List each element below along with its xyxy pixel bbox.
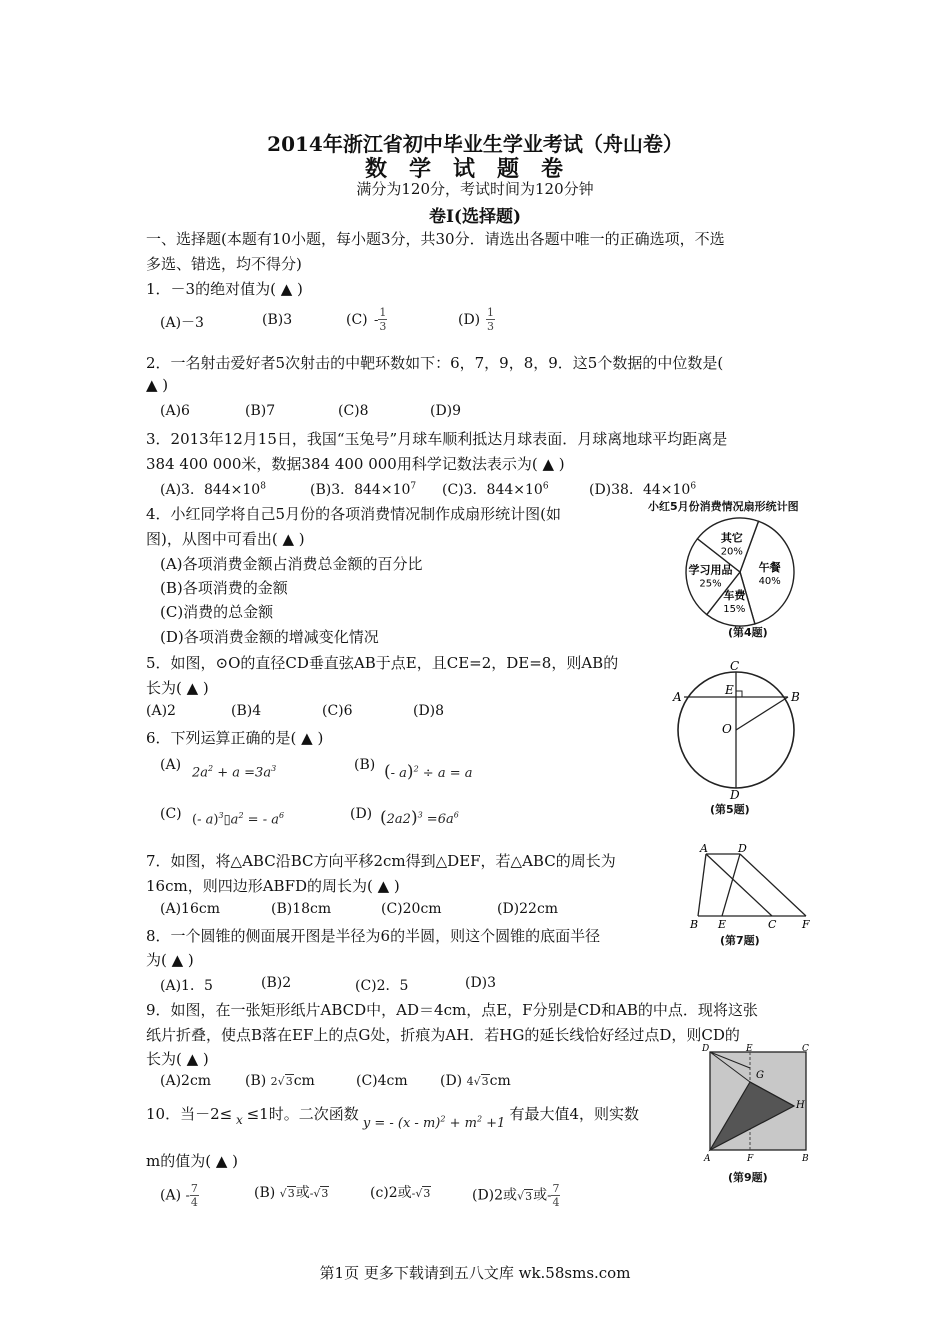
q3-stem-line-2: 384 400 000米，数据384 400 000用科学记数法表示为( ▲ ) <box>146 455 565 473</box>
q6-option-c: (C) <box>160 806 182 822</box>
q4-option-d: (D)各项消费金额的增减变化情况 <box>160 628 379 646</box>
q4-figure <box>640 496 840 646</box>
q2-option-c: (C)8 <box>338 403 369 419</box>
folding-diagram <box>698 1042 818 1167</box>
q1-option-a: (A)－3 <box>160 315 204 331</box>
svg-text:C: C <box>802 1044 809 1054</box>
q9-option-d: (D) 4√3cm <box>440 1073 511 1089</box>
q10-stem-line-1: 10．当－2≤ $_x$ ≤1时。二次函数 y = - $(x - m)^2 + m^2 +1$ 有最大值4，则实数 <box>146 1105 640 1131</box>
svg-text:F: F <box>802 918 810 931</box>
q9-option-b: (B) 2√3cm <box>245 1073 315 1089</box>
pie-value-1: 15% <box>723 604 746 616</box>
q6-option-c-expr: (- $a)^3▯a^2$ = - $a^6$ <box>192 811 285 828</box>
pie-label-3: 其它 <box>720 531 743 545</box>
exam-title: 2014年浙江省初中毕业生学业考试（舟山卷） <box>267 132 683 156</box>
q9-stem-line-2: 纸片折叠，使点B落在EF上的点G处，折痕为AH．若HG的延长线恰好经过点D，则CD的 <box>146 1026 740 1044</box>
q9-stem-line-3: 长为( ▲ ) <box>146 1050 209 1068</box>
q2-stem-line-2: ▲ ) <box>146 376 169 394</box>
q5-option-a: (A)2 <box>146 703 176 719</box>
pie-value-2: 25% <box>699 578 722 590</box>
q2-option-b: (B)7 <box>245 403 276 419</box>
q7-stem-line-2: 16cm，则四边形ABFD的周长为( ▲ ) <box>146 877 400 895</box>
q6-option-b: (B) <box>354 757 376 773</box>
pie-chart <box>640 512 840 632</box>
translation-diagram <box>688 842 818 932</box>
q8-option-b: (B)2 <box>261 975 292 991</box>
q8-option-c: (C)2．5 <box>355 978 409 994</box>
q1-option-c-value: - $\frac{1}{3}$ <box>374 306 387 333</box>
svg-text:A: A <box>700 842 708 855</box>
q7-option-c: (C)20cm <box>381 901 442 917</box>
q7-stem-line-1: 7．如图，将△ABC沿BC方向平移2cm得到△DEF，若△ABC的周长为 <box>146 852 616 870</box>
svg-text:B: B <box>690 918 699 931</box>
label-d: D <box>730 788 740 800</box>
q5-figure <box>670 658 810 818</box>
q5-option-c: (C)6 <box>322 703 353 719</box>
q2-stem-line-1: 2．一名射击爱好者5次射击的中靶环数如下：6，7，9，8，9．这5个数据的中位数是( <box>146 354 724 372</box>
q9-option-a: (A)2cm <box>160 1073 212 1089</box>
q7-figure <box>688 842 818 947</box>
pie-label-2: 学习用品 <box>688 563 733 577</box>
q4-caption: (第4题) <box>728 626 768 639</box>
exam-subtitle: 数学试题卷 <box>364 156 585 182</box>
q2-option-a: (A)6 <box>160 403 190 419</box>
q5-stem-line-2: 长为( ▲ ) <box>146 679 209 697</box>
label-b: B <box>791 690 800 704</box>
q5-option-d: (D)8 <box>413 703 445 719</box>
q4-option-b: (B)各项消费的金额 <box>160 579 288 597</box>
q8-option-a: (A)1．5 <box>160 978 213 994</box>
q7-option-d: (D)22cm <box>497 901 559 917</box>
q5-caption: (第5题) <box>710 803 750 816</box>
q5-option-b: (B)4 <box>231 703 262 719</box>
q8-option-d: (D)3 <box>465 975 497 991</box>
q3-option-a: (A)3．$844\times 10^8$ <box>160 481 266 498</box>
label-o: O <box>722 722 732 736</box>
q10-option-d: (D)2或√3或- $\frac{7}{4}$ <box>472 1182 560 1209</box>
pie-label-1: 车费 <box>723 589 746 603</box>
q3-option-d: (D)38．$44\times 10^6$ <box>589 481 697 498</box>
svg-text:E: E <box>746 1044 753 1054</box>
q7-option-b: (B)18cm <box>271 901 332 917</box>
page-footer: 第1页 更多下载请到五八文库 wk.58sms.com <box>319 1264 631 1282</box>
q4-stem-line-1: 4．小红同学将自己5月份的各项消费情况制作成扇形统计图(如 <box>146 505 561 523</box>
q6-option-a: (A) <box>160 757 182 773</box>
q6-option-d-expr: $(2a2)^3 =6a^6$ <box>380 808 459 828</box>
label-c: C <box>730 659 740 673</box>
svg-text:H: H <box>796 1100 805 1111</box>
q8-stem-line-1: 8．一个圆锥的侧面展开图是半径为6的半圆，则这个圆锥的底面半径 <box>146 927 601 945</box>
svg-text:B: B <box>802 1154 809 1164</box>
q6-stem: 6．下列运算正确的是( ▲ ) <box>146 729 324 747</box>
q6-option-a-expr: $2a^2 + a =3a^3$ <box>192 764 277 781</box>
q6-option-b-expr: (- a)$^2$ ÷ a = a <box>384 762 473 782</box>
svg-text:A: A <box>704 1154 711 1164</box>
q10-option-a: (A) - $\frac{7}{4}$ <box>160 1182 198 1209</box>
q10-stem-line-2: m的值为( ▲ ) <box>146 1152 238 1170</box>
q1-option-d: (D) <box>458 312 481 328</box>
svg-text:C: C <box>768 918 777 931</box>
q5-stem-line-1: 5．如图，⊙O的直径CD垂直弦AB于点E，且CE=2，DE=8，则AB的 <box>146 654 619 672</box>
q1-option-b: (B)3 <box>262 312 293 328</box>
q3-stem-line-1: 3．2013年12月15日，我国“玉兔号”月球车顺利抵达月球表面．月球离地球平均距离是 <box>146 430 728 448</box>
instructions-line-1: 一、选择题(本题有10小题，每小题3分，共30分．请选出各题中唯一的正确选项，不选 <box>146 230 725 248</box>
q1-stem: 1．－3的绝对值为( ▲ ) <box>146 280 303 298</box>
svg-text:E: E <box>718 918 727 931</box>
section-heading: 卷Ⅰ(选择题) <box>428 207 522 227</box>
q10-option-c: (c)2或-√3 <box>370 1185 431 1201</box>
q2-option-d: (D)9 <box>430 403 462 419</box>
q9-option-c: (C)4cm <box>356 1073 408 1089</box>
label-a: A <box>673 690 682 704</box>
pie-value-0: 40% <box>758 576 781 588</box>
q10-option-b: (B) √3或-√3 <box>254 1185 329 1201</box>
q9-figure <box>698 1042 818 1187</box>
label-e: E <box>725 683 734 697</box>
q4-option-c: (C)消费的总金额 <box>160 603 274 621</box>
q1-option-c: (C) <box>346 312 368 328</box>
q3-option-c: (C)3．$844\times 10^6$ <box>442 481 549 498</box>
q1-option-d-value: $\frac{1}{3}$ <box>487 306 494 333</box>
q4-stem-line-2: 图)，从图中可看出( ▲ ) <box>146 530 305 548</box>
circle-diagram <box>670 658 810 800</box>
q7-option-a: (A)16cm <box>160 901 220 917</box>
pie-chart-title: 小红5月份消费情况扇形统计图 <box>648 500 799 513</box>
q3-option-b: (B)3．$844\times 10^7$ <box>310 481 417 498</box>
q9-stem-line-1: 9．如图，在一张矩形纸片ABCD中，AD＝4cm，点E，F分别是CD和AB的中点．现将这张 <box>146 1001 758 1019</box>
q7-caption: (第7题) <box>720 934 760 947</box>
q6-option-d: (D) <box>350 806 373 822</box>
pie-label-0: 午餐 <box>758 561 781 575</box>
q9-caption: (第9题) <box>728 1171 768 1184</box>
q8-stem-line-2: 为( ▲ ) <box>146 951 194 969</box>
instructions-line-2: 多选、错选，均不得分) <box>146 255 302 273</box>
svg-text:F: F <box>747 1154 754 1164</box>
svg-text:G: G <box>756 1070 764 1081</box>
q4-option-a: (A)各项消费金额占消费总金额的百分比 <box>160 555 423 573</box>
svg-text:D: D <box>702 1044 710 1054</box>
pie-value-3: 20% <box>720 546 743 558</box>
exam-info: 满分为120分，考试时间为120分钟 <box>356 180 594 198</box>
svg-text:D: D <box>738 842 747 855</box>
